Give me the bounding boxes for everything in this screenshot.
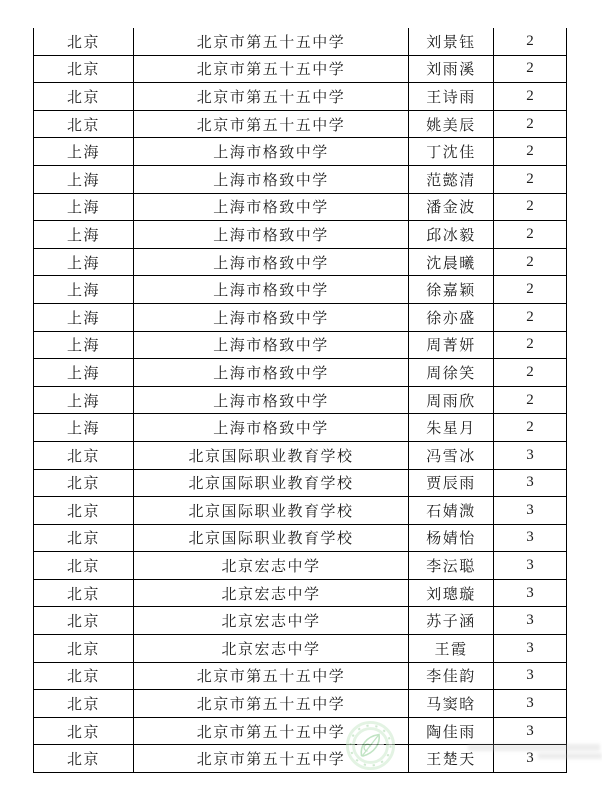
cell-school: 上海市格致中学 xyxy=(133,414,408,441)
table-row xyxy=(34,194,566,222)
cell-name: 冯雪冰 xyxy=(408,442,493,469)
cell-city: 北京 xyxy=(66,531,100,548)
cell-school: 上海市格致中学 xyxy=(133,276,408,303)
cell-city: 北京 xyxy=(66,89,100,106)
table-row xyxy=(34,138,566,166)
cell-city: 上海 xyxy=(66,421,100,438)
cell-school: 北京宏志中学 xyxy=(133,607,408,634)
cell-school: 北京市第五十五中学 xyxy=(133,83,408,110)
table-body xyxy=(34,28,566,773)
cell-city: 上海 xyxy=(66,393,100,410)
cell-city: 上海 xyxy=(66,310,100,327)
cell-name: 石婧溦 xyxy=(408,497,493,524)
cell-school: 上海市格致中学 xyxy=(133,332,408,359)
results-table xyxy=(33,28,567,773)
cell-count: 3 xyxy=(493,442,566,469)
cell-school: 上海市格致中学 xyxy=(133,249,408,276)
cell-city: 北京 xyxy=(66,117,100,134)
cell-name: 陶佳雨 xyxy=(408,718,493,745)
cell-city: 北京 xyxy=(66,669,100,686)
cell-count: 2 xyxy=(493,387,566,414)
cell-count: 3 xyxy=(493,497,566,524)
cell-name: 周徐笑 xyxy=(408,359,493,386)
cell-count: 2 xyxy=(493,221,566,248)
cell-school: 北京宏志中学 xyxy=(133,580,408,607)
cell-count: 2 xyxy=(493,166,566,193)
cell-count: 2 xyxy=(493,249,566,276)
table-row xyxy=(34,111,566,139)
cell-count: 3 xyxy=(493,663,566,690)
table-row xyxy=(34,332,566,360)
cell-count: 3 xyxy=(493,745,566,772)
cell-city: 北京 xyxy=(66,752,100,769)
cell-school: 上海市格致中学 xyxy=(133,194,408,221)
cell-city: 北京 xyxy=(66,641,100,658)
cell-count: 2 xyxy=(493,56,566,83)
cell-school: 上海市格致中学 xyxy=(133,304,408,331)
cell-name: 贾辰雨 xyxy=(408,470,493,497)
cell-school: 北京国际职业教育学校 xyxy=(133,442,408,469)
cell-count: 3 xyxy=(493,718,566,745)
table-row xyxy=(34,166,566,194)
cell-count: 2 xyxy=(493,111,566,138)
table-row xyxy=(34,414,566,442)
table-row xyxy=(34,221,566,249)
cell-count: 2 xyxy=(493,28,566,55)
cell-school: 北京宏志中学 xyxy=(133,552,408,579)
table-row xyxy=(34,56,566,84)
cell-school: 北京市第五十五中学 xyxy=(133,56,408,83)
cell-name: 王霞 xyxy=(408,635,493,662)
table-row xyxy=(34,497,566,525)
table-row xyxy=(34,690,566,718)
table-row xyxy=(34,28,566,56)
cell-city: 上海 xyxy=(66,145,100,162)
cell-count: 2 xyxy=(493,304,566,331)
table-row xyxy=(34,387,566,415)
table-row xyxy=(34,607,566,635)
table-row xyxy=(34,580,566,608)
cell-city: 北京 xyxy=(66,559,100,576)
cell-count: 3 xyxy=(493,525,566,552)
table-row xyxy=(34,470,566,498)
cell-count: 3 xyxy=(493,607,566,634)
cell-name: 周雨欣 xyxy=(408,387,493,414)
cell-city: 北京 xyxy=(66,476,100,493)
cell-count: 2 xyxy=(493,194,566,221)
cell-count: 3 xyxy=(493,690,566,717)
table-row xyxy=(34,635,566,663)
cell-count: 2 xyxy=(493,414,566,441)
cell-city: 北京 xyxy=(66,448,100,465)
cell-count: 2 xyxy=(493,138,566,165)
cell-count: 3 xyxy=(493,552,566,579)
cell-name: 王诗雨 xyxy=(408,83,493,110)
cell-name: 潘金波 xyxy=(408,194,493,221)
cell-city: 北京 xyxy=(66,62,100,79)
table-row xyxy=(34,525,566,553)
cell-city: 北京 xyxy=(66,34,100,51)
cell-name: 王楚天 xyxy=(408,745,493,772)
cell-school: 北京市第五十五中学 xyxy=(133,718,408,745)
cell-school: 北京国际职业教育学校 xyxy=(133,470,408,497)
cell-name: 杨婧怡 xyxy=(408,525,493,552)
cell-city: 上海 xyxy=(66,283,100,300)
cell-school: 北京市第五十五中学 xyxy=(133,745,408,772)
cell-name: 徐亦盛 xyxy=(408,304,493,331)
cell-count: 2 xyxy=(493,359,566,386)
cell-count: 2 xyxy=(493,332,566,359)
cell-city: 北京 xyxy=(66,697,100,714)
cell-city: 北京 xyxy=(66,614,100,631)
cell-city: 北京 xyxy=(66,586,100,603)
cell-city: 上海 xyxy=(66,227,100,244)
cell-name: 刘璁璇 xyxy=(408,580,493,607)
cell-name: 刘雨溪 xyxy=(408,56,493,83)
cell-school: 北京市第五十五中学 xyxy=(133,690,408,717)
table-row xyxy=(34,83,566,111)
cell-school: 上海市格致中学 xyxy=(133,138,408,165)
cell-city: 上海 xyxy=(66,172,100,189)
cell-city: 上海 xyxy=(66,338,100,355)
cell-city: 上海 xyxy=(66,200,100,217)
cell-city: 上海 xyxy=(66,255,100,272)
cell-school: 上海市格致中学 xyxy=(133,221,408,248)
cell-school: 北京市第五十五中学 xyxy=(133,28,408,55)
cell-school: 北京市第五十五中学 xyxy=(133,111,408,138)
cell-count: 3 xyxy=(493,470,566,497)
table-row xyxy=(34,442,566,470)
cell-name: 沈晨曦 xyxy=(408,249,493,276)
table-row xyxy=(34,359,566,387)
cell-name: 范懿清 xyxy=(408,166,493,193)
cell-school: 上海市格致中学 xyxy=(133,359,408,386)
cell-school: 北京国际职业教育学校 xyxy=(133,497,408,524)
cell-name: 马窦晗 xyxy=(408,690,493,717)
cell-name: 李沄聪 xyxy=(408,552,493,579)
cell-count: 2 xyxy=(493,83,566,110)
table-row xyxy=(34,276,566,304)
cell-city: 北京 xyxy=(66,724,100,741)
cell-city: 北京 xyxy=(66,503,100,520)
cell-school: 上海市格致中学 xyxy=(133,387,408,414)
table-row xyxy=(34,718,566,746)
cell-school: 上海市格致中学 xyxy=(133,166,408,193)
cell-name: 李佳韵 xyxy=(408,663,493,690)
table-row xyxy=(34,663,566,691)
table-row xyxy=(34,249,566,277)
table-row xyxy=(34,745,566,773)
cell-school: 北京市第五十五中学 xyxy=(133,663,408,690)
cell-school: 北京国际职业教育学校 xyxy=(133,525,408,552)
cell-count: 3 xyxy=(493,580,566,607)
cell-name: 邱冰毅 xyxy=(408,221,493,248)
cell-name: 姚美辰 xyxy=(408,111,493,138)
cell-city: 上海 xyxy=(66,365,100,382)
cell-school: 北京宏志中学 xyxy=(133,635,408,662)
cell-name: 朱星月 xyxy=(408,414,493,441)
cell-name: 苏子涵 xyxy=(408,607,493,634)
table-row xyxy=(34,552,566,580)
cell-name: 徐嘉颖 xyxy=(408,276,493,303)
cell-count: 2 xyxy=(493,276,566,303)
table-row xyxy=(34,304,566,332)
cell-count: 3 xyxy=(493,635,566,662)
cell-name: 刘景钰 xyxy=(408,28,493,55)
cell-name: 丁沈佳 xyxy=(408,138,493,165)
cell-name: 周菁妍 xyxy=(408,332,493,359)
